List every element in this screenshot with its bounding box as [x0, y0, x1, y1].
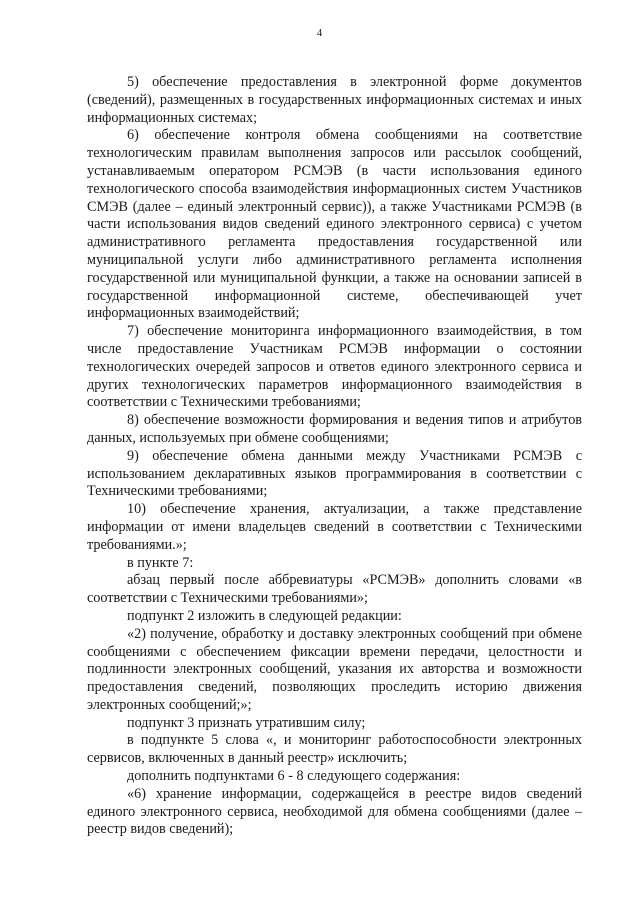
- paragraph-item-10: 10) обеспечение хранения, актуализации, а также представление информации от имени владельцев сведений в соответствии с Техническими требованиями.»;: [87, 501, 582, 553]
- paragraph-item-6: 6) обеспечение контроля обмена сообщениями на соответствие технологическим правилам выполнения запросов или рассылок сообщений, устанавливаемым оператором РСМЭВ (в части использования единого технологического способа взаимодействия информационных систем Участников СМЭВ (далее – единый электронный сервис)), а также Участниками РСМЭВ (в части использования видов сведений единого электронного сервиса) с учетом административного регламента предоставления государственной или муниципальной услуги либо административного регламента исполнения государственной или муниципальной функции, а также на основании записей в государственной информационной системе, обеспечивающей учет информационных взаимодействий;: [87, 127, 582, 322]
- page-number: 4: [316, 27, 323, 39]
- paragraph-item-8: 8) обеспечение возможности формирования и ведения типов и атрибутов данных, используемых при обмене сообщениями;: [87, 412, 582, 446]
- paragraph-subpoint-6-text: «6) хранение информации, содержащейся в реестре видов сведений единого электронного сервиса, необходимой для обмена сообщениями (далее – реестр видов сведений);: [87, 785, 582, 838]
- paragraph-add-subpoints-intro: дополнить подпунктами 6 - 8 следующего содержания:: [127, 768, 461, 785]
- paragraph-item-7: 7) обеспечение мониторинга информационного взаимодействия, в том числе предоставление Участникам РСМЭВ информации о состоянии технологических очередей запросов и ответов единого электронного сервиса и других технологических параметров информационного взаимодействия в соответствии с Техническими требованиями;: [87, 323, 582, 411]
- paragraph-item-9: 9) обеспечение обмена данными между Участниками РСМЭВ с использованием декларативных языков программирования в соответствии с Техническими требованиями;: [87, 447, 582, 500]
- paragraph-subpoint-2-intro: подпункт 2 изложить в следующей редакции:: [127, 607, 402, 624]
- paragraph-point-7-header: в пункте 7:: [127, 554, 194, 571]
- paragraph-item-5: 5) обеспечение предоставления в электронной форме документов (сведений), размещенных в государственных информационных системах и иных информационных системах;: [87, 74, 582, 126]
- paragraph-subpoint-2-text: «2) получение, обработку и доставку электронных сообщений при обмене сообщениями с обеспечением фиксации времени передачи, целостности и подлинности электронных сообщений, указания их авторства и возможности предоставления сведений, позволяющих проследить историю движения электронных сообщений;»;: [87, 625, 582, 713]
- paragraph-subpoint-5-amendment: в подпункте 5 слова «, и мониторинг работоспособности электронных сервисов, включенных в данный реестр» исключить;: [87, 732, 582, 767]
- paragraph-subpoint-3-repeal: подпункт 3 признать утратившим силу;: [127, 714, 366, 731]
- paragraph-first-clause-amendment: абзац первый после аббревиатуры «РСМЭВ» дополнить словами «в соответствии с Техническими требованиями»;: [87, 572, 582, 607]
